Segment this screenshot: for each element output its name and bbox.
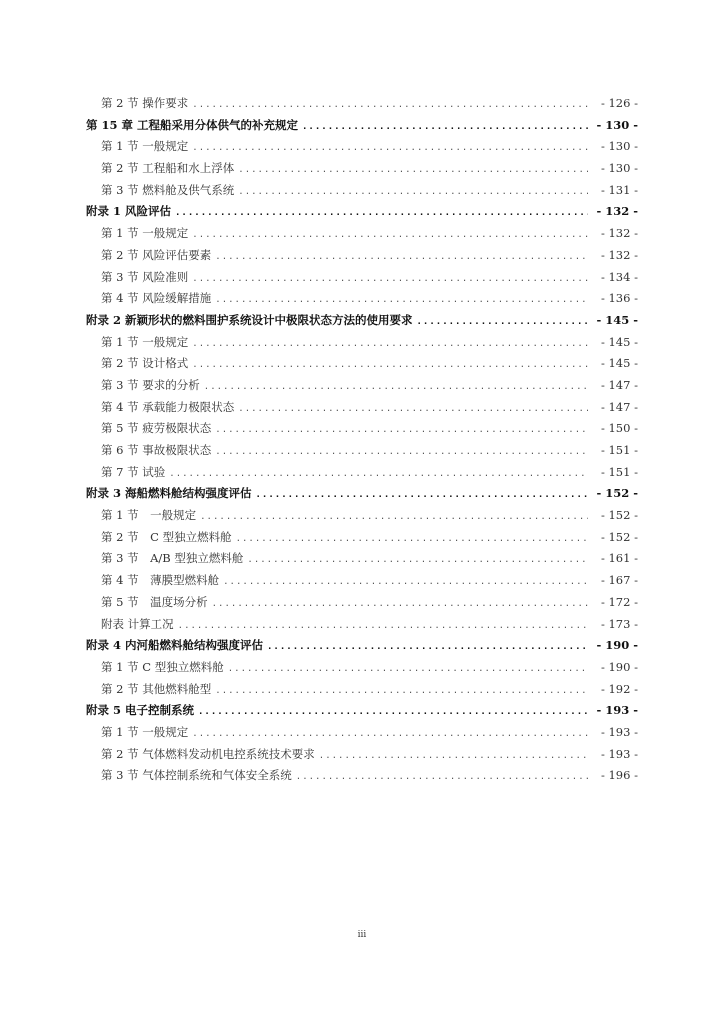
toc-section-entry[interactable] xyxy=(86,95,638,117)
toc-section-entry[interactable] xyxy=(86,767,638,789)
toc-leader-dots xyxy=(238,404,588,414)
toc-section-entry[interactable] xyxy=(86,616,638,638)
toc-entry-title: 第 2 节 操作要求 xyxy=(101,96,189,110)
toc-entry-page: - 193 - xyxy=(600,746,638,761)
toc-leader-dots xyxy=(228,664,588,674)
toc-entry-title: 第 2 节 其他燃料舱型 xyxy=(101,681,212,696)
toc-leader-dots xyxy=(238,165,588,175)
toc-entry-title: 第 4 节 风险缓解措施 xyxy=(101,291,212,306)
toc-entry-title: 第 2 节 C 型独立燃料舱 xyxy=(101,529,232,544)
toc-leader-dots xyxy=(212,599,588,609)
toc-entry-page: - 173 - xyxy=(600,616,638,631)
toc-entry-page: - 132 - xyxy=(596,204,638,219)
toc-entry-page: - 132 - xyxy=(600,247,638,262)
toc-leader-dots xyxy=(247,555,588,565)
toc-leader-dots xyxy=(256,490,588,500)
toc-section-entry[interactable] xyxy=(86,529,638,551)
toc-section-entry[interactable] xyxy=(86,594,638,616)
toc-entry-page: - 126 - xyxy=(600,96,638,110)
toc-section-entry[interactable] xyxy=(86,399,638,421)
toc-section-entry[interactable] xyxy=(86,659,638,681)
toc-leader-dots xyxy=(204,382,588,392)
toc-leader-dots xyxy=(215,686,588,696)
toc-entry-title: 附录 3 海船燃料舱结构强度评估 xyxy=(86,486,252,501)
toc-leader-dots xyxy=(215,295,588,305)
toc-section-entry[interactable] xyxy=(86,507,638,529)
toc-entry-title: 第 1 节 一般规定 xyxy=(101,724,189,739)
toc-leader-dots xyxy=(175,208,588,218)
toc-entry-page: - 145 - xyxy=(600,356,638,371)
toc-leader-dots xyxy=(192,360,588,370)
toc-entry-title: 第 4 节 薄膜型燃料舱 xyxy=(101,573,220,588)
toc-entry-page: - 190 - xyxy=(596,638,638,653)
toc-entry-title: 第 2 节 风险评估要素 xyxy=(101,247,212,262)
toc-entry-page: - 130 - xyxy=(600,139,638,154)
table-of-contents xyxy=(86,95,638,789)
toc-section-entry[interactable] xyxy=(86,572,638,594)
toc-entry-title: 第 2 节 气体燃料发动机电控系统技术要求 xyxy=(101,746,315,761)
toc-section-entry[interactable] xyxy=(86,138,638,160)
toc-entry-page: - 196 - xyxy=(600,768,638,783)
toc-entry-page: - 145 - xyxy=(600,334,638,349)
toc-leader-dots xyxy=(215,447,588,457)
toc-entry-page: - 190 - xyxy=(600,659,638,674)
toc-entry-title: 第 1 节 C 型独立燃料舱 xyxy=(101,659,224,674)
toc-section-entry[interactable] xyxy=(86,746,638,768)
toc-entry-page: - 151 - xyxy=(600,464,638,479)
toc-entry-page: - 193 - xyxy=(600,724,638,739)
toc-leader-dots xyxy=(192,143,588,153)
toc-section-entry[interactable] xyxy=(86,182,638,204)
toc-entry-title: 第 3 节 A/B 型独立燃料舱 xyxy=(101,551,244,566)
toc-leader-dots xyxy=(192,230,588,240)
toc-entry-title: 第 3 节 要求的分析 xyxy=(101,377,200,392)
toc-leader-dots xyxy=(302,122,588,132)
toc-entry-page: - 147 - xyxy=(600,377,638,392)
toc-entry-page: - 136 - xyxy=(600,291,638,306)
toc-chapter-entry[interactable] xyxy=(86,312,638,334)
toc-entry-title: 附录 1 风险评估 xyxy=(86,204,172,219)
toc-entry-title: 第 1 节 一般规定 xyxy=(101,508,197,523)
toc-section-entry[interactable] xyxy=(86,160,638,182)
toc-entry-page: - 193 - xyxy=(596,703,638,718)
toc-entry-page: - 167 - xyxy=(600,573,638,588)
toc-section-entry[interactable] xyxy=(86,464,638,486)
toc-leader-dots xyxy=(192,100,588,110)
toc-section-entry[interactable] xyxy=(86,377,638,399)
toc-section-entry[interactable] xyxy=(86,724,638,746)
toc-leader-dots xyxy=(192,274,588,284)
toc-entry-page: - 152 - xyxy=(600,529,638,544)
toc-chapter-entry[interactable] xyxy=(86,203,638,225)
toc-entry-page: - 151 - xyxy=(600,443,638,457)
toc-entry-title: 第 3 节 风险准则 xyxy=(101,269,189,284)
toc-entry-title: 附录 2 新颖形状的燃料围护系统设计中极限状态方法的使用要求 xyxy=(86,312,413,327)
toc-entry-title: 第 5 节 温度场分析 xyxy=(101,594,208,609)
toc-entry-title: 第 1 节 一般规定 xyxy=(101,226,189,241)
toc-entry-page: - 152 - xyxy=(600,508,638,523)
toc-leader-dots xyxy=(319,751,588,761)
toc-section-entry[interactable] xyxy=(86,550,638,572)
toc-entry-title: 第 7 节 试验 xyxy=(101,464,166,479)
toc-leader-dots xyxy=(238,187,588,197)
toc-leader-dots xyxy=(296,772,588,782)
toc-entry-page: - 172 - xyxy=(600,594,638,609)
page-number: iii xyxy=(357,930,367,940)
toc-entry-title: 附表 计算工况 xyxy=(101,616,174,631)
toc-section-entry[interactable] xyxy=(86,420,638,442)
toc-leader-dots xyxy=(192,339,588,349)
toc-entry-title: 第 2 节 工程船和水上浮体 xyxy=(101,161,235,176)
toc-entry-page: - 130 - xyxy=(596,117,638,132)
toc-entry-page: - 192 - xyxy=(600,681,638,696)
toc-entry-page: - 152 - xyxy=(596,486,638,501)
toc-entry-page: - 134 - xyxy=(600,269,638,284)
toc-section-entry[interactable] xyxy=(86,334,638,356)
toc-leader-dots xyxy=(178,621,588,631)
toc-leader-dots xyxy=(192,729,588,739)
toc-section-entry[interactable] xyxy=(86,290,638,312)
toc-chapter-entry[interactable] xyxy=(86,702,638,724)
toc-entry-title: 第 3 节 气体控制系统和气体安全系统 xyxy=(101,768,292,783)
toc-leader-dots xyxy=(215,252,588,262)
toc-leader-dots xyxy=(198,707,588,717)
toc-entry-page: - 150 - xyxy=(600,421,638,436)
toc-entry-title: 第 5 节 疲劳极限状态 xyxy=(101,421,212,436)
toc-entry-title: 第 2 节 设计格式 xyxy=(101,356,189,371)
toc-leader-dots xyxy=(223,577,588,587)
toc-entry-page: - 145 - xyxy=(596,312,638,327)
toc-entry-page: - 130 - xyxy=(600,161,638,176)
toc-entry-title: 第 1 节 一般规定 xyxy=(101,139,189,154)
toc-leader-dots xyxy=(215,425,588,435)
toc-entry-title: 第 1 节 一般规定 xyxy=(101,334,189,349)
toc-section-entry[interactable] xyxy=(86,355,638,377)
toc-section-entry[interactable] xyxy=(86,225,638,247)
toc-section-entry[interactable] xyxy=(86,269,638,291)
toc-leader-dots xyxy=(236,534,588,544)
toc-chapter-entry[interactable] xyxy=(86,117,638,139)
toc-entry-page: - 132 - xyxy=(600,226,638,241)
toc-entry-title: 第 6 节 事故极限状态 xyxy=(101,443,212,457)
toc-chapter-entry[interactable] xyxy=(86,485,638,507)
toc-leader-dots xyxy=(200,512,588,522)
toc-leader-dots xyxy=(417,317,588,327)
toc-chapter-entry[interactable] xyxy=(86,637,638,659)
toc-entry-page: - 147 - xyxy=(600,399,638,414)
toc-leader-dots xyxy=(267,642,588,652)
toc-entry-page: - 161 - xyxy=(600,551,638,566)
toc-entry-title: 第 3 节 燃料舱及供气系统 xyxy=(101,182,235,197)
toc-entry-title: 附录 4 内河船燃料舱结构强度评估 xyxy=(86,638,264,653)
toc-leader-dots xyxy=(169,469,588,479)
toc-section-entry[interactable] xyxy=(86,681,638,703)
toc-entry-title: 第 15 章 工程船采用分体供气的补充规定 xyxy=(86,117,299,132)
toc-section-entry[interactable] xyxy=(86,442,638,464)
toc-entry-title: 附录 5 电子控制系统 xyxy=(86,703,195,718)
toc-entry-page: - 131 - xyxy=(600,182,638,197)
toc-entry-title: 第 4 节 承载能力极限状态 xyxy=(101,399,235,414)
toc-section-entry[interactable] xyxy=(86,247,638,269)
